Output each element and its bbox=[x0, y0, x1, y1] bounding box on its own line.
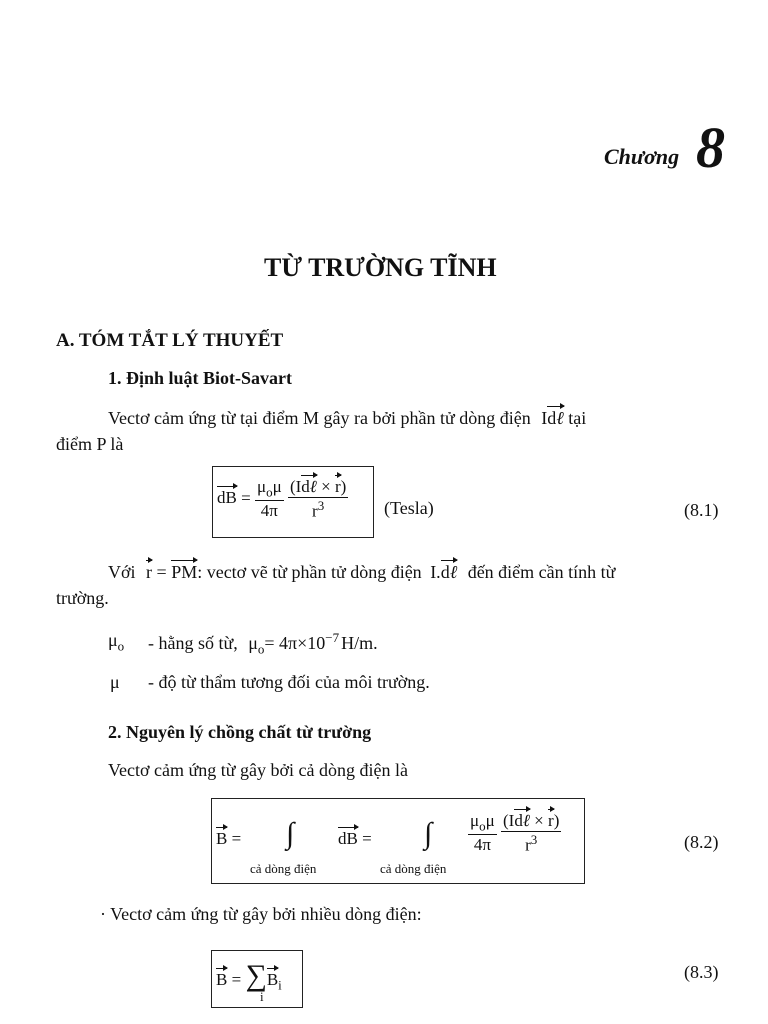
mu0-definition: - hằng số từ, $\mu_o= 4\pi\times 10^{-7}$ H/m. bbox=[148, 630, 378, 657]
mu-definition: - độ từ thẩm tương đối của môi trường. bbox=[148, 672, 430, 692]
paragraph-2-line-1: Với r = PM: vectơ vẽ từ phần tử dòng điện I.dℓ đến điểm cần tính từ bbox=[108, 562, 616, 582]
paragraph-3: Vectơ cảm ứng từ gây bởi cả dòng điện là bbox=[108, 760, 408, 780]
mu-symbol: μ bbox=[110, 672, 120, 692]
equation-8-2-lhs: B = bbox=[216, 829, 242, 848]
equation-8-1-unit: (Tesla) bbox=[384, 498, 434, 518]
chapter-word: Chương bbox=[604, 144, 680, 169]
sum-index: i bbox=[260, 989, 264, 1004]
equation-8-2-number: (8.2) bbox=[684, 832, 719, 852]
equation-8-3: $B = \sum B_i$ bbox=[216, 959, 282, 993]
integral-1: ∫ bbox=[286, 817, 295, 850]
equation-8-2-mid: dB = bbox=[338, 829, 372, 848]
integral-2: ∫ bbox=[424, 817, 433, 850]
subsection-heading-2: 2. Nguyên lý chồng chất từ trường bbox=[108, 722, 372, 742]
paragraph-1-line-2: điểm P là bbox=[56, 434, 124, 454]
equation-8-1-number: (8.1) bbox=[684, 500, 719, 520]
equation-8-3-box bbox=[211, 950, 303, 1008]
paragraph-4: · Vectơ cảm ứng từ gây bởi nhiều dòng điện: bbox=[100, 904, 422, 924]
paragraph-1-line-1: Vectơ cảm ứng từ tại điểm M gây ra bởi phần tử dòng điện Idℓ tại bbox=[108, 408, 587, 428]
paragraph-2-line-2: trường. bbox=[56, 588, 109, 608]
equation-8-2-rhs: $\frac{\mu_o\mu}{4\pi}$ $\frac{\text{(Idℓ × r)}}{r^3}$ bbox=[470, 811, 560, 855]
subsection-heading-1: 1. Định luật Biot-Savart bbox=[108, 368, 293, 388]
equation-8-2-box bbox=[211, 798, 585, 884]
section-heading: A. TÓM TẮT LÝ THUYẾT bbox=[56, 330, 284, 351]
page-title: TỪ TRƯỜNG TĨNH bbox=[264, 253, 497, 282]
equation-8-1: dB = $\frac{\mu_o\mu}{4\pi}$ $\frac{\text{(Idℓ × r)}}{r^3}$ bbox=[217, 477, 347, 521]
integral-1-label: cả dòng điện bbox=[250, 861, 317, 876]
integral-2-label: cả dòng điện bbox=[380, 861, 447, 876]
equation-8-3-number: (8.3) bbox=[684, 962, 719, 982]
equation-8-1-box bbox=[212, 466, 374, 538]
mu0-symbol: $\mu_o$ bbox=[108, 630, 125, 654]
chapter-number: 8 bbox=[696, 115, 725, 180]
